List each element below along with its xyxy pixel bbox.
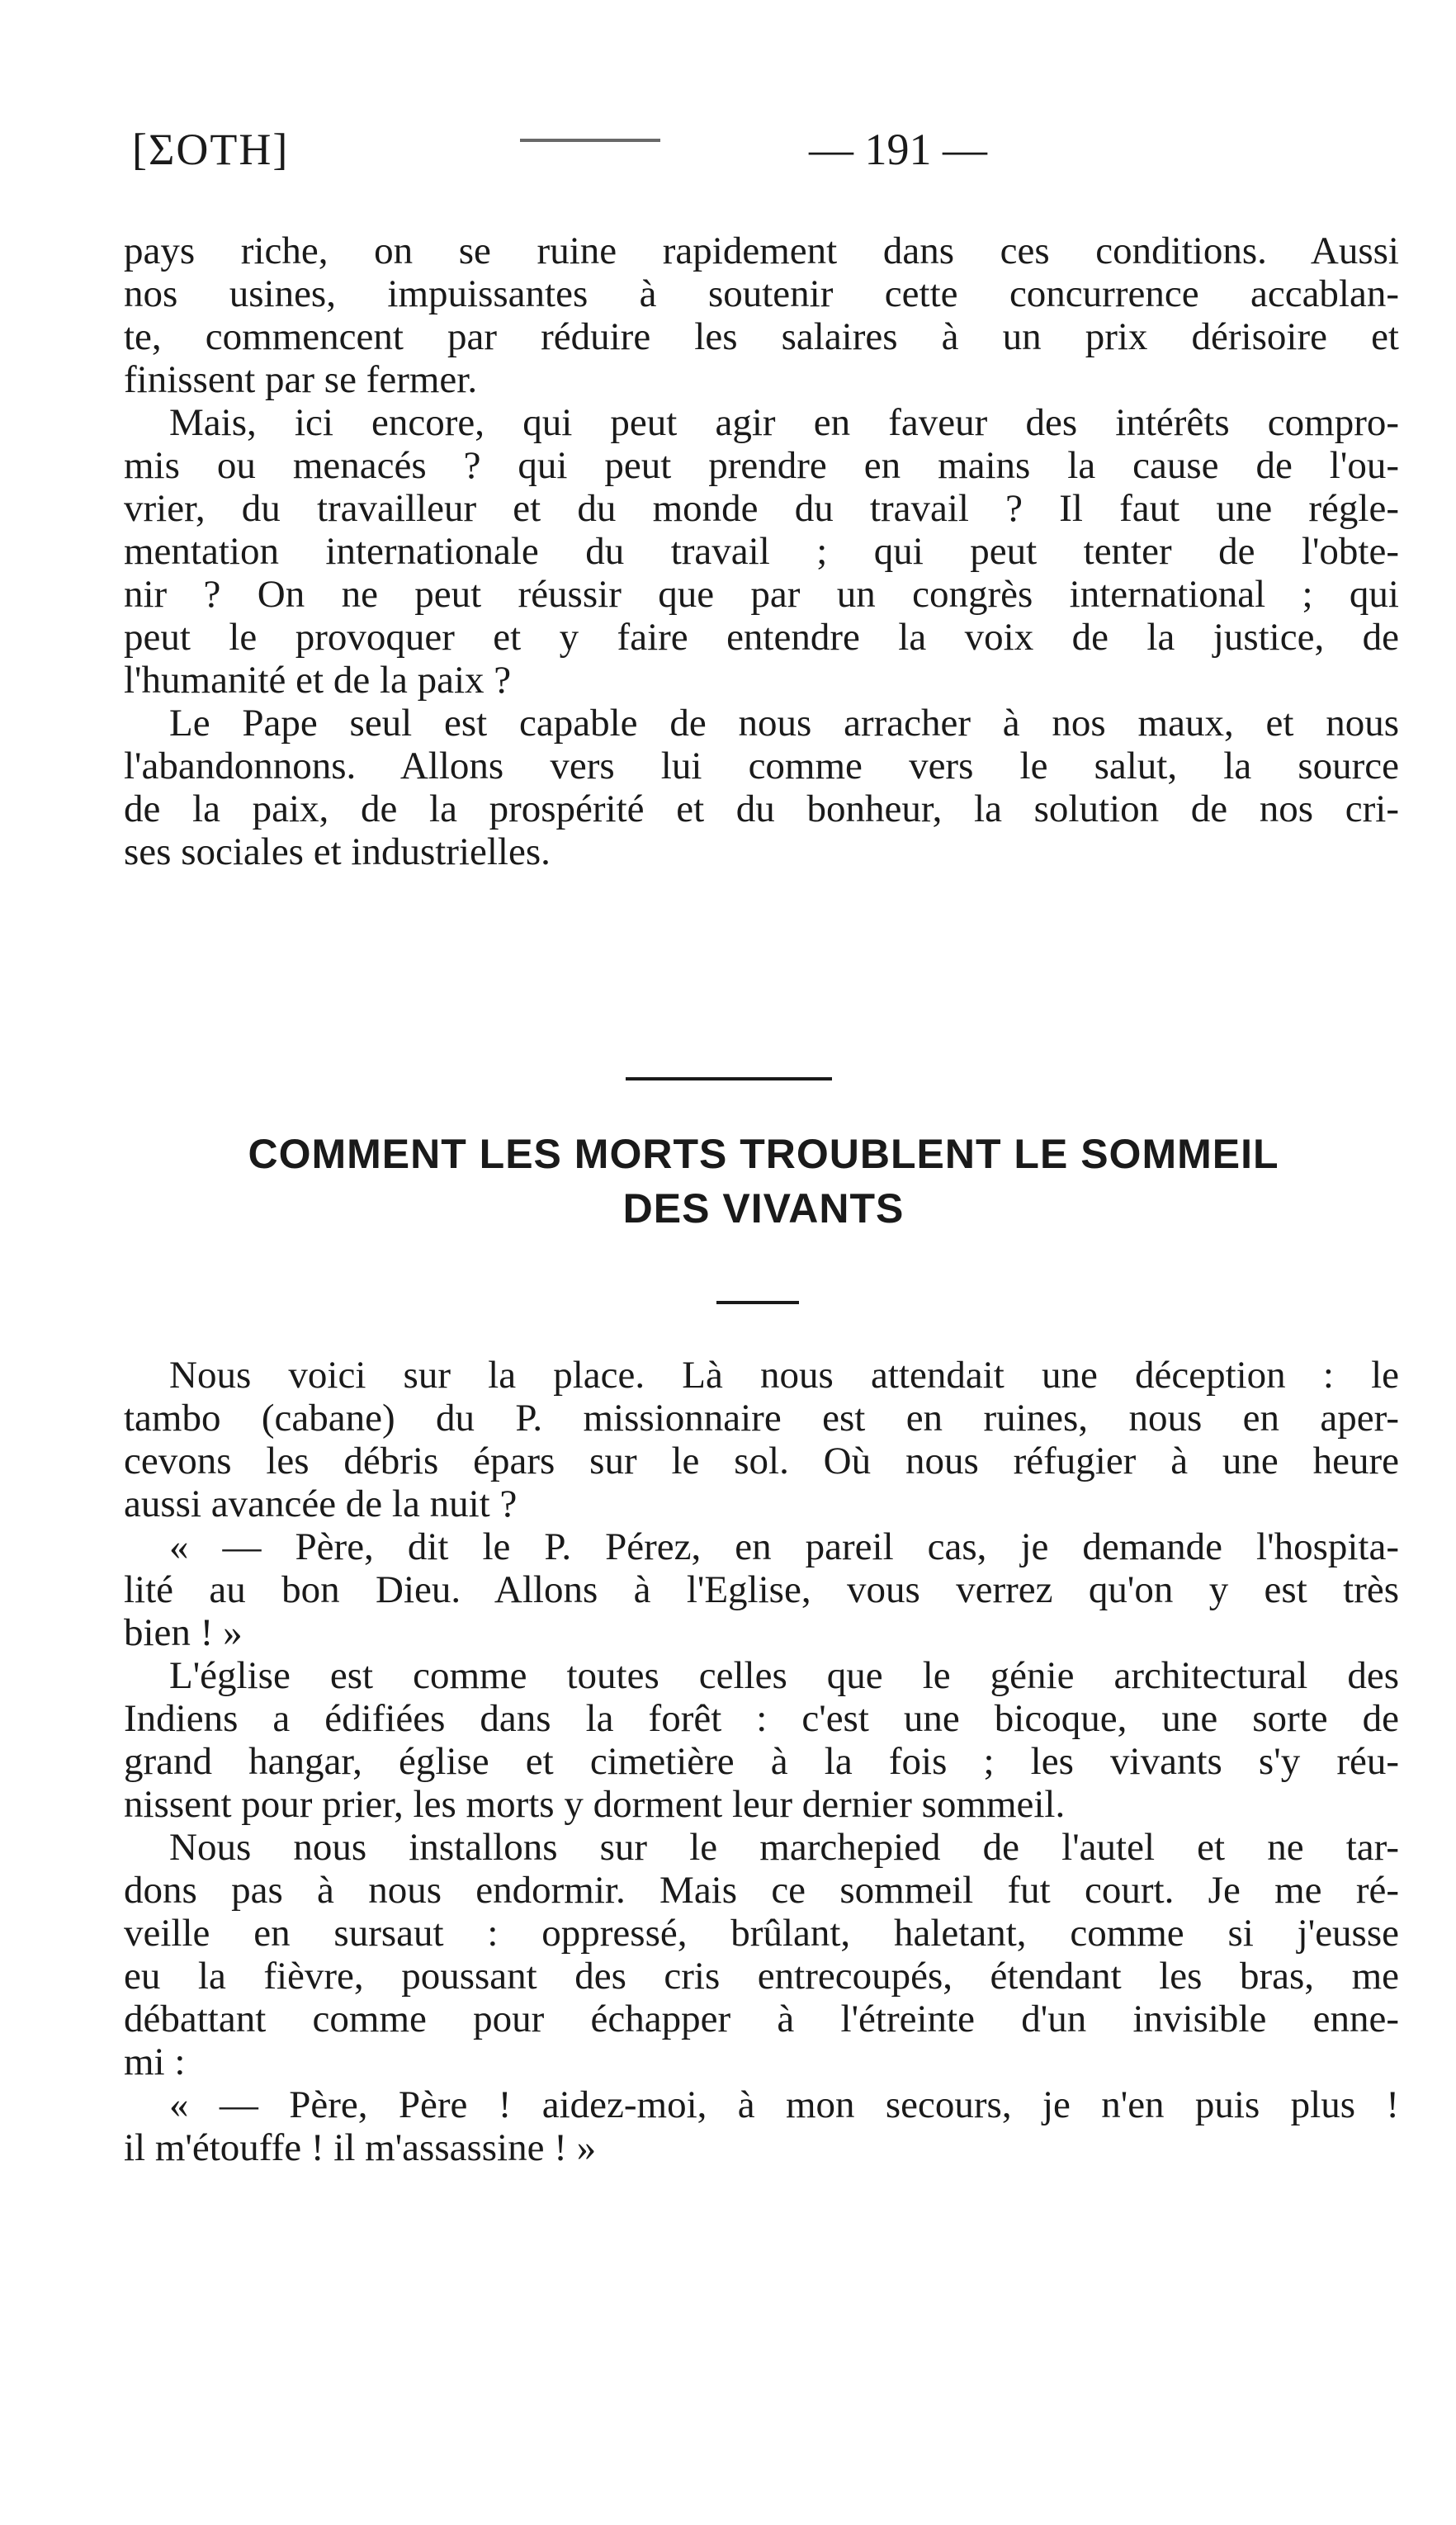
text-line: veille en sursaut : oppressé, brûlant, haletant, comme si j'eusse [124,1912,1399,1955]
section-title [116,1127,1411,1236]
text-line: bien ! » [124,1611,243,1654]
section-title-line: COMMENT LES MORTS TROUBLENT LE SOMMEIL [248,1131,1279,1177]
text-line: eu la fièvre, poussant des cris entrecoupés, étendant les bras, me [124,1955,1399,1998]
text-line: « — Père, dit le P. Pérez, en pareil cas, je demande l'hospita- [169,1525,1399,1568]
text-line: tambo (cabane) du P. missionnaire est en ruines, nous en aper- [124,1397,1399,1440]
text-line: vrier, du travailleur et du monde du travail ? Il faut une régle- [124,487,1399,530]
section-title-line: DES VIVANTS [622,1185,905,1232]
paragraph-block-economy [124,229,1399,873]
section-divider [626,1077,832,1080]
paragraph-block-story [124,1354,1399,2169]
text-line: cevons les débris épars sur le sol. Où nous réfugier à une heure [124,1440,1399,1482]
text-line: l'humanité et de la paix ? [124,659,512,702]
text-line: mi : [124,2040,186,2083]
text-line: Indiens a édifiées dans la forêt : c'est une bicoque, une sorte de [124,1697,1399,1740]
text-line: L'église est comme toutes celles que le génie architectural des [169,1654,1399,1697]
text-line: lité au bon Dieu. Allons à l'Eglise, vous verrez qu'on y est très [124,1568,1399,1611]
page-number: — 191 — [809,125,987,174]
text-line: Mais, ici encore, qui peut agir en faveur des intérêts compro- [169,401,1399,444]
text-line: nissent pour prier, les morts y dorment leur dernier sommeil. [124,1783,1066,1826]
text-line: finissent par se fermer. [124,358,478,401]
text-line: il m'étouffe ! il m'assassine ! » [124,2126,597,2169]
text-line: débattant comme pour échapper à l'étreinte d'un invisible enne- [124,1998,1399,2040]
text-line: Le Pape seul est capable de nous arracher à nos maux, et nous [169,702,1399,745]
text-line: nos usines, impuissantes à soutenir cette concurrence accablan- [124,272,1399,315]
page-header [132,124,1411,190]
text-line: te, commencent par réduire les salaires à un prix dérisoire et [124,315,1399,358]
text-line: nir ? On ne peut réussir que par un congrès international ; qui [124,573,1399,616]
title-rule [716,1301,799,1304]
text-line: mis ou menacés ? qui peut prendre en mains la cause de l'ou- [124,444,1399,487]
text-line: « — Père, Père ! aidez-moi, à mon secours, je n'en puis plus ! [169,2083,1399,2126]
text-line: ses sociales et industrielles. [124,830,551,873]
text-line: grand hangar, église et cimetière à la fois ; les vivants s'y réu- [124,1740,1399,1783]
text-line: aussi avancée de la nuit ? [124,1482,518,1525]
text-line: mentation internationale du travail ; qui peut tenter de l'obte- [124,530,1399,573]
text-line: Nous voici sur la place. Là nous attendait une déception : le [169,1354,1399,1397]
text-line: de la paix, de la prospérité et du bonheur, la solution de nos cri- [124,787,1399,830]
text-line: dons pas à nous endormir. Mais ce sommeil fut court. Je me ré- [124,1869,1399,1912]
text-line: peut le provoquer et y faire entendre la voix de la justice, de [124,616,1399,659]
library-stamp: [ΣΟΤΗ] [132,125,290,174]
text-line: l'abandonnons. Allons vers lui comme vers le salut, la source [124,745,1399,787]
text-line: pays riche, on se ruine rapidement dans ces conditions. Aussi [124,229,1399,272]
text-line: Nous nous installons sur le marchepied de l'autel et ne tar- [169,1826,1399,1869]
ink-smudge [520,139,660,154]
